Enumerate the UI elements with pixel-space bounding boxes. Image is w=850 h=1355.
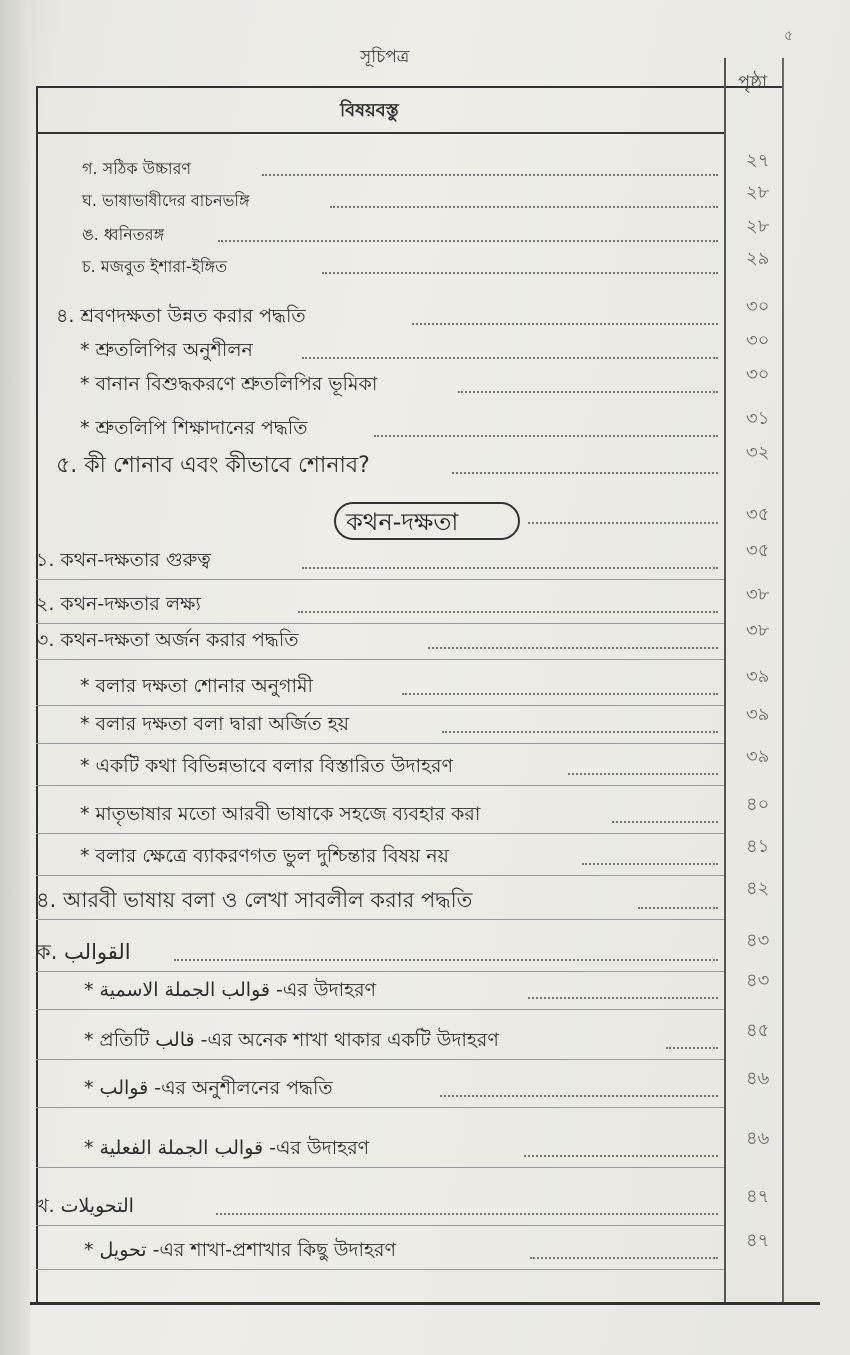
toc-entry-page: ৩৮ bbox=[746, 584, 770, 605]
toc-entry-label: * বলার ক্ষেত্রে ব্যাকরণগত ভুল দুশ্চিন্তার বিষয় নয় bbox=[80, 845, 449, 867]
page-title: সূচিপত্র bbox=[360, 47, 410, 67]
section-heading: কথন-দক্ষতা bbox=[346, 508, 459, 536]
toc-entry-page: ৩৮ bbox=[746, 620, 770, 641]
toc-entry[interactable] bbox=[0, 930, 850, 970]
toc-entry-page: ৪৫ bbox=[746, 1020, 770, 1041]
leader-dots bbox=[216, 1213, 718, 1215]
toc-entry[interactable] bbox=[0, 150, 850, 190]
content-column-header: বিষয়বস্তু bbox=[340, 100, 399, 121]
toc-entry-page: ৪৬ bbox=[746, 1068, 770, 1089]
toc-entry-label: ঘ. ভাষাভাষীদের বাচনভঙ্গি bbox=[82, 191, 250, 210]
toc-entry-page: ২৮ bbox=[746, 182, 770, 203]
row-rule bbox=[36, 1107, 724, 1108]
leader-dots bbox=[528, 997, 718, 999]
toc-entry[interactable] bbox=[0, 794, 850, 834]
toc-entry-page: ৪১ bbox=[746, 836, 770, 857]
toc-entry-label: ৩. কথন-দক্ষতা অর্জন করার পদ্ধতি bbox=[36, 629, 299, 651]
leader-dots bbox=[412, 323, 718, 325]
toc-entry-page: ৩০ bbox=[746, 364, 770, 385]
toc-entry[interactable] bbox=[0, 746, 850, 786]
toc-entry-page: ৪৩ bbox=[746, 930, 770, 951]
toc-entry-label: * একটি কথা বিভিন্নভাবে বলার বিস্তারিত উদাহরণ bbox=[80, 755, 453, 777]
leader-dots bbox=[666, 1047, 718, 1049]
toc-entry-label: ৫. কী শোনাব এবং কীভাবে শোনাব? bbox=[56, 453, 370, 478]
row-rule bbox=[36, 1009, 724, 1010]
toc-entry[interactable] bbox=[0, 620, 850, 660]
leader-dots bbox=[302, 567, 718, 569]
toc-entry[interactable] bbox=[0, 540, 850, 580]
toc-entry-page: ৪০ bbox=[746, 794, 770, 815]
toc-entry-page: ৩৯ bbox=[746, 704, 770, 725]
row-rule bbox=[36, 1225, 724, 1226]
row-rule bbox=[36, 705, 724, 706]
toc-entry-page: ২৯ bbox=[746, 248, 770, 269]
row-rule bbox=[36, 1269, 724, 1270]
toc-entry-page: ৪৭ bbox=[746, 1186, 770, 1207]
leader-dots bbox=[612, 821, 718, 823]
toc-entry-label: ঙ. ধ্বনিতরঙ্গ bbox=[82, 225, 165, 244]
row-rule bbox=[36, 659, 724, 660]
section-page-number: ৩৫ bbox=[746, 504, 770, 525]
toc-entry[interactable] bbox=[0, 408, 850, 448]
row-rule bbox=[36, 1167, 724, 1168]
row-rule bbox=[36, 833, 724, 834]
row-rule bbox=[36, 1059, 724, 1060]
leader-dots bbox=[458, 391, 718, 393]
row-rule bbox=[36, 785, 724, 786]
row-rule bbox=[36, 971, 724, 972]
toc-entry-label: * মাতৃভাষার মতো আরবী ভাষাকে সহজে ব্যবহার করা bbox=[80, 803, 481, 825]
toc-entry-page: ৩০ bbox=[746, 296, 770, 317]
toc-entry-page: ৪৬ bbox=[746, 1128, 770, 1149]
leader-dots bbox=[530, 1257, 718, 1259]
leader-dots bbox=[298, 611, 718, 613]
leader-dots bbox=[638, 907, 718, 909]
toc-entry-label: * শ্রুতলিপি শিক্ষাদানের পদ্ধতি bbox=[80, 417, 308, 439]
toc-entry-label: * শ্রুতলিপির অনুশীলন bbox=[80, 339, 253, 361]
toc-entry-page: ৪৩ bbox=[746, 970, 770, 991]
leader-dots bbox=[442, 731, 718, 733]
toc-entry-label: * বলার দক্ষতা শোনার অনুগামী bbox=[80, 675, 313, 697]
row-rule bbox=[36, 743, 724, 744]
toc-entry-label: * বানান বিশুদ্ধকরণে শ্রুতলিপির ভূমিকা bbox=[80, 373, 378, 395]
toc-entry[interactable] bbox=[0, 1128, 850, 1168]
toc-entry-page: ৩৯ bbox=[746, 746, 770, 767]
toc-entry[interactable] bbox=[0, 296, 850, 336]
toc-entry[interactable] bbox=[0, 442, 850, 482]
toc-entry[interactable] bbox=[0, 836, 850, 876]
toc-entry[interactable] bbox=[0, 878, 850, 918]
leader-dots bbox=[428, 647, 718, 649]
toc-entry-label: চ. মজবুত ইশারা-ইঙ্গিত bbox=[82, 257, 228, 276]
leader-dots bbox=[302, 357, 718, 359]
page-column-header: পৃষ্ঠা bbox=[738, 72, 768, 93]
leader-dots bbox=[174, 959, 718, 961]
row-rule bbox=[36, 875, 724, 876]
toc-entry-label: * বলার দক্ষতা বলা দ্বারা অর্জিত হয় bbox=[80, 713, 349, 735]
row-rule bbox=[36, 579, 724, 580]
toc-entry-label: ৪. আরবী ভাষায় বলা ও লেখা সাবলীল করার পদ্ধতি bbox=[36, 888, 473, 912]
leader-dots bbox=[322, 272, 718, 274]
toc-entry[interactable] bbox=[0, 1230, 850, 1270]
toc-entry-label: ৪. শ্রবণদক্ষতা উন্নত করার পদ্ধতি bbox=[56, 305, 306, 327]
toc-entry-label: * تحويل -এর শাখা-প্রশাখার কিছু উদাহরণ bbox=[84, 1239, 396, 1261]
toc-entry[interactable] bbox=[0, 248, 850, 288]
toc-entry[interactable] bbox=[0, 1020, 850, 1060]
toc-entry-label: * প্রতিটি قالب -এর অনেক শাখা থাকার একটি উদাহরণ bbox=[84, 1029, 499, 1051]
leader-dots bbox=[452, 472, 718, 474]
toc-entry-page: ৩২ bbox=[746, 442, 770, 463]
toc-entry[interactable] bbox=[0, 1186, 850, 1226]
toc-entry[interactable] bbox=[0, 666, 850, 706]
toc-entry-page: ৩১ bbox=[746, 408, 770, 429]
toc-entry-label: ক. القوالب bbox=[36, 940, 131, 964]
toc-entry-page: ৩০ bbox=[746, 330, 770, 351]
toc-entry-page: ৩৯ bbox=[746, 666, 770, 687]
table-bottom-rule bbox=[30, 1302, 820, 1305]
leader-dots bbox=[568, 773, 718, 775]
toc-entry-label: * قوالب -এর অনুশীলনের পদ্ধতি bbox=[84, 1077, 333, 1099]
toc-entry-page: ২৮ bbox=[746, 216, 770, 237]
leader-dots bbox=[582, 863, 718, 865]
toc-entry[interactable] bbox=[0, 364, 850, 404]
toc-entry[interactable] bbox=[0, 330, 850, 370]
toc-entry-page: ৪৭ bbox=[746, 1230, 770, 1251]
leader-dots bbox=[262, 174, 718, 176]
leader-dots bbox=[218, 240, 718, 242]
toc-entry-label: ২. কথন-দক্ষতার লক্ষ্য bbox=[36, 593, 201, 615]
row-rule bbox=[36, 623, 724, 624]
toc-entry-page: ৪২ bbox=[746, 878, 770, 899]
leader-dots bbox=[524, 1155, 718, 1157]
toc-entry[interactable] bbox=[0, 970, 850, 1010]
section-leader-dots bbox=[528, 522, 718, 524]
toc-entry[interactable] bbox=[0, 216, 850, 256]
toc-entry-page: ৩৫ bbox=[746, 540, 770, 561]
leader-dots bbox=[440, 1095, 718, 1097]
toc-entry-label: ১. কথন-দক্ষতার গুরুত্ব bbox=[36, 549, 211, 571]
leader-dots bbox=[402, 693, 718, 695]
row-rule bbox=[36, 919, 724, 920]
toc-entry[interactable] bbox=[0, 182, 850, 222]
toc-entry[interactable] bbox=[0, 584, 850, 624]
toc-entry-page: ২৭ bbox=[746, 150, 770, 171]
leader-dots bbox=[330, 206, 718, 208]
toc-entry-label: * قوالب الجملة الاسمية -এর উদাহরণ bbox=[84, 979, 377, 1001]
toc-entry[interactable] bbox=[0, 1068, 850, 1108]
page-number: ৫ bbox=[784, 28, 794, 44]
toc-entry-label: * قوالب الجملة الفعلية -এর উদাহরণ bbox=[84, 1137, 370, 1159]
toc-entry-label: খ. التحويلات bbox=[36, 1195, 134, 1217]
toc-entry-label: গ. সঠিক উচ্চারণ bbox=[82, 159, 192, 178]
toc-entry[interactable] bbox=[0, 704, 850, 744]
leader-dots bbox=[374, 435, 718, 437]
